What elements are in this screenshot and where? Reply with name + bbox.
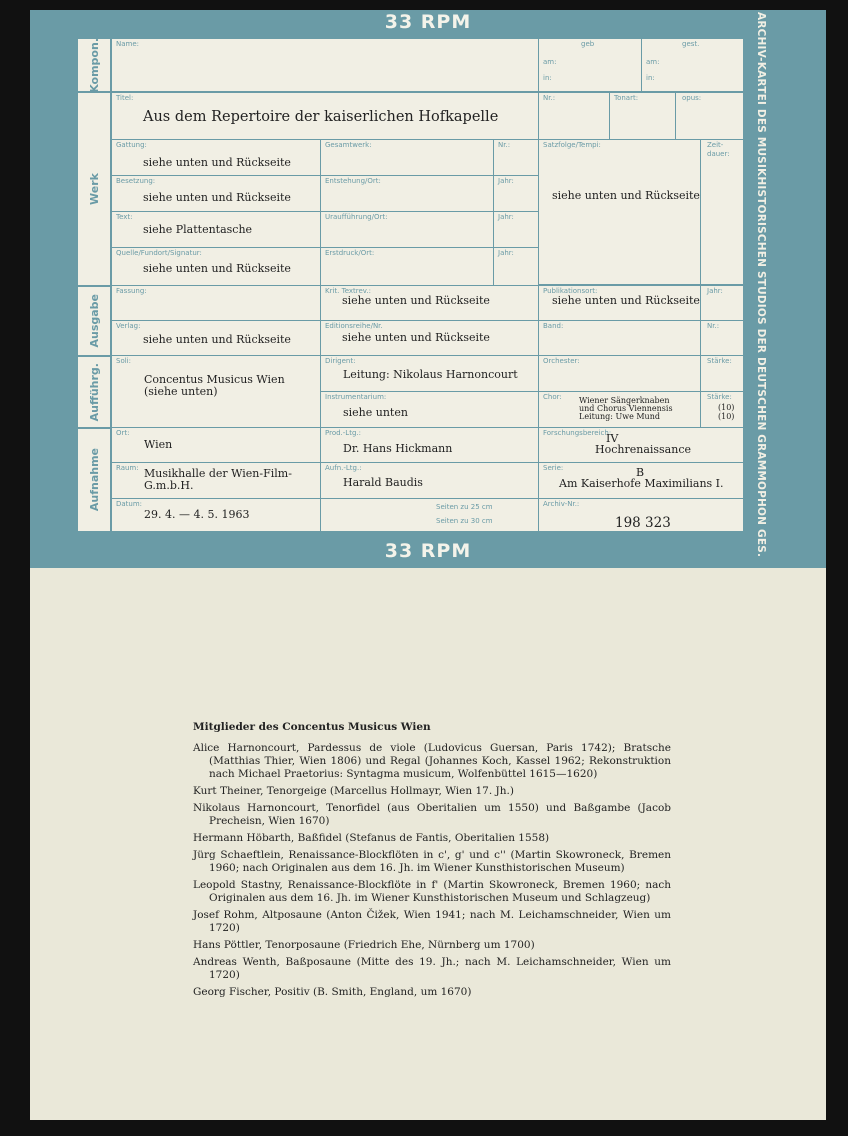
gattung-field: Gattung: siehe unten und Rückseite — [111, 139, 321, 176]
erstdruck-field: Erstdruck/Ort: — [320, 247, 494, 286]
name-field: Name: — [111, 38, 539, 92]
krit-field: Krit. Textrev.: siehe unten und Rückseite — [320, 285, 539, 321]
ort-field: Ort: Wien — [111, 427, 321, 463]
urauffuehrung-jahr-field: Jahr: — [493, 211, 539, 248]
quelle-field: Quelle/Fundort/Signatur: siehe unten und Rückseite — [111, 247, 321, 286]
death-field: gest. am: in: — [641, 38, 744, 92]
text-field: Text: siehe Plattentasche — [111, 211, 321, 248]
orchester-field: Orchester: — [538, 355, 701, 392]
opus-field: opus: — [675, 92, 744, 140]
gesamtwerk-nr-field: Nr.: — [493, 139, 539, 176]
soli-field: Soli: Concentus Musicus Wien (siehe unten) — [111, 355, 321, 428]
titel-value: Aus dem Repertoire der kaiserlichen Hofkapelle — [143, 109, 499, 125]
verlag-field: Verlag: siehe unten und Rückseite — [111, 320, 321, 356]
dirigent-field: Dirigent: Leitung: Nikolaus Harnoncourt — [320, 355, 539, 392]
nr-field: Nr.: — [538, 92, 610, 140]
member-entry: Alice Harnoncourt, Pardessus de viole (Ludovicus Guersan, Paris 1742); Bratsche (Matthias Thier, Wien 1806) und Regal (Johannes Koch, Kassel 1962; Rekonstruktion nach Michael Praetorius: Syntagma musicum, Wolfenbüttel 1615—1620) — [193, 742, 671, 780]
members-heading: Mitglieder des Concentus Musicus Wien — [193, 721, 431, 733]
band-ausgabe: Ausgabe — [77, 286, 111, 356]
archivnr-field: Archiv-Nr.: 198 323 — [538, 498, 744, 532]
member-entry: Leopold Stastny, Renaissance-Blockflöte in f' (Martin Skowroneck, Bremen 1960; nach Originalen aus dem 16. Jh. im Wiener Kunsthistorischen Museum und Schlagzeug) — [193, 879, 671, 904]
band-field: Band: — [538, 320, 701, 356]
members-section — [193, 721, 671, 1003]
urauffuehrung-field: Uraufführung/Ort: — [320, 211, 494, 248]
rpm-label-top: 33 RPM — [384, 11, 472, 33]
member-entry: Josef Rohm, Altposaune (Anton Čižek, Wien 1941; nach M. Leichamschneider, Wien um 1720) — [193, 909, 671, 934]
chor-field: Chor: Wiener Sängerknaben und Chorus Viennensis Leitung: Uwe Mund — [538, 391, 701, 428]
serie-field: Serie: B Am Kaiserhofe Maximilians I. — [538, 462, 744, 499]
band-nr-field: Nr.: — [700, 320, 744, 356]
datum-field: Datum: 29. 4. — 4. 5. 1963 — [111, 498, 321, 532]
band-aufnahme: Aufnahme — [77, 428, 111, 532]
titel-field: Titel: Aus dem Repertoire der kaiserlichen Hofkapelle — [111, 92, 539, 140]
zeitdauer-field: Zeit- dauer: — [700, 139, 744, 285]
archivnr-value: 198 323 — [615, 515, 671, 531]
seiten-field: Seiten zu 25 cm Seiten zu 30 cm — [320, 498, 539, 532]
chor-staerke-field: Stärke: (10) (10) — [700, 391, 744, 428]
member-entry: Georg Fischer, Positiv (B. Smith, England, um 1670) — [193, 986, 472, 998]
satzfolge-field: Satzfolge/Tempi: siehe unten und Rückseite — [538, 139, 701, 285]
rpm-label-bottom: 33 RPM — [384, 540, 472, 562]
orchester-staerke-field: Stärke: — [700, 355, 744, 392]
entstehung-jahr-field: Jahr: — [493, 175, 539, 212]
aufn-field: Aufn.-Ltg.: Harald Baudis — [320, 462, 539, 499]
ausgabe-jahr-field: Jahr: — [700, 285, 744, 321]
band-auffuehrung: Aufführg. — [77, 356, 111, 428]
prod-field: Prod.-Ltg.: Dr. Hans Hickmann — [320, 427, 539, 463]
band-werk: Werk — [77, 92, 111, 286]
instrumentarium-field: Instrumentarium: siehe unten — [320, 391, 539, 428]
archive-title-strip — [746, 12, 776, 558]
entstehung-field: Entstehung/Ort: — [320, 175, 494, 212]
fassung-field: Fassung: — [111, 285, 321, 321]
birth-field: geb am: in: — [538, 38, 642, 92]
member-entry: Hermann Höbarth, Baßfidel (Stefanus de Fantis, Oberitalien 1558) — [193, 832, 550, 844]
erstdruck-jahr-field: Jahr: — [493, 247, 539, 286]
tonart-field: Tonart: — [609, 92, 676, 140]
member-entry: Jürg Schaeftlein, Renaissance-Blockflöten in c', g' und c'' (Martin Skowroneck, Bremen 1960; nach Originalen aus dem 16. Jh. im Wiener Kunsthistorischen Museum) — [193, 849, 671, 874]
besetzung-field: Besetzung: siehe unten und Rückseite — [111, 175, 321, 212]
editionsreihe-field: Editionsreihe/Nr. siehe unten und Rückseite — [320, 320, 539, 356]
publikationsort-field: Publikationsort: siehe unten und Rückseite — [538, 285, 701, 321]
archive-title: ARCHIV-KARTEI DES MUSIKHISTORISCHEN STUDIOS DER DEUTSCHEN GRAMMOPHON GES. — [755, 12, 767, 558]
gesamtwerk-field: Gesamtwerk: — [320, 139, 494, 176]
member-entry: Kurt Theiner, Tenorgeige (Marcellus Hollmayr, Wien 17. Jh.) — [193, 785, 514, 797]
raum-field: Raum: Musikhalle der Wien-Film- G.m.b.H. — [111, 462, 321, 499]
member-entry: Andreas Wenth, Baßposaune (Mitte des 19. Jh.; nach M. Leichamschneider, Wien um 1720) — [193, 956, 671, 981]
band-komponist: Kompon. — [77, 38, 111, 92]
member-entry: Hans Pöttler, Tenorposaune (Friedrich Ehe, Nürnberg um 1700) — [193, 939, 535, 951]
member-entry: Nikolaus Harnoncourt, Tenorfidel (aus Oberitalien um 1550) und Baßgambe (Jacob Precheisn, Wien 1670) — [193, 802, 671, 827]
forschung-field: Forschungsbereich: IV Hochrenaissance — [538, 427, 744, 463]
